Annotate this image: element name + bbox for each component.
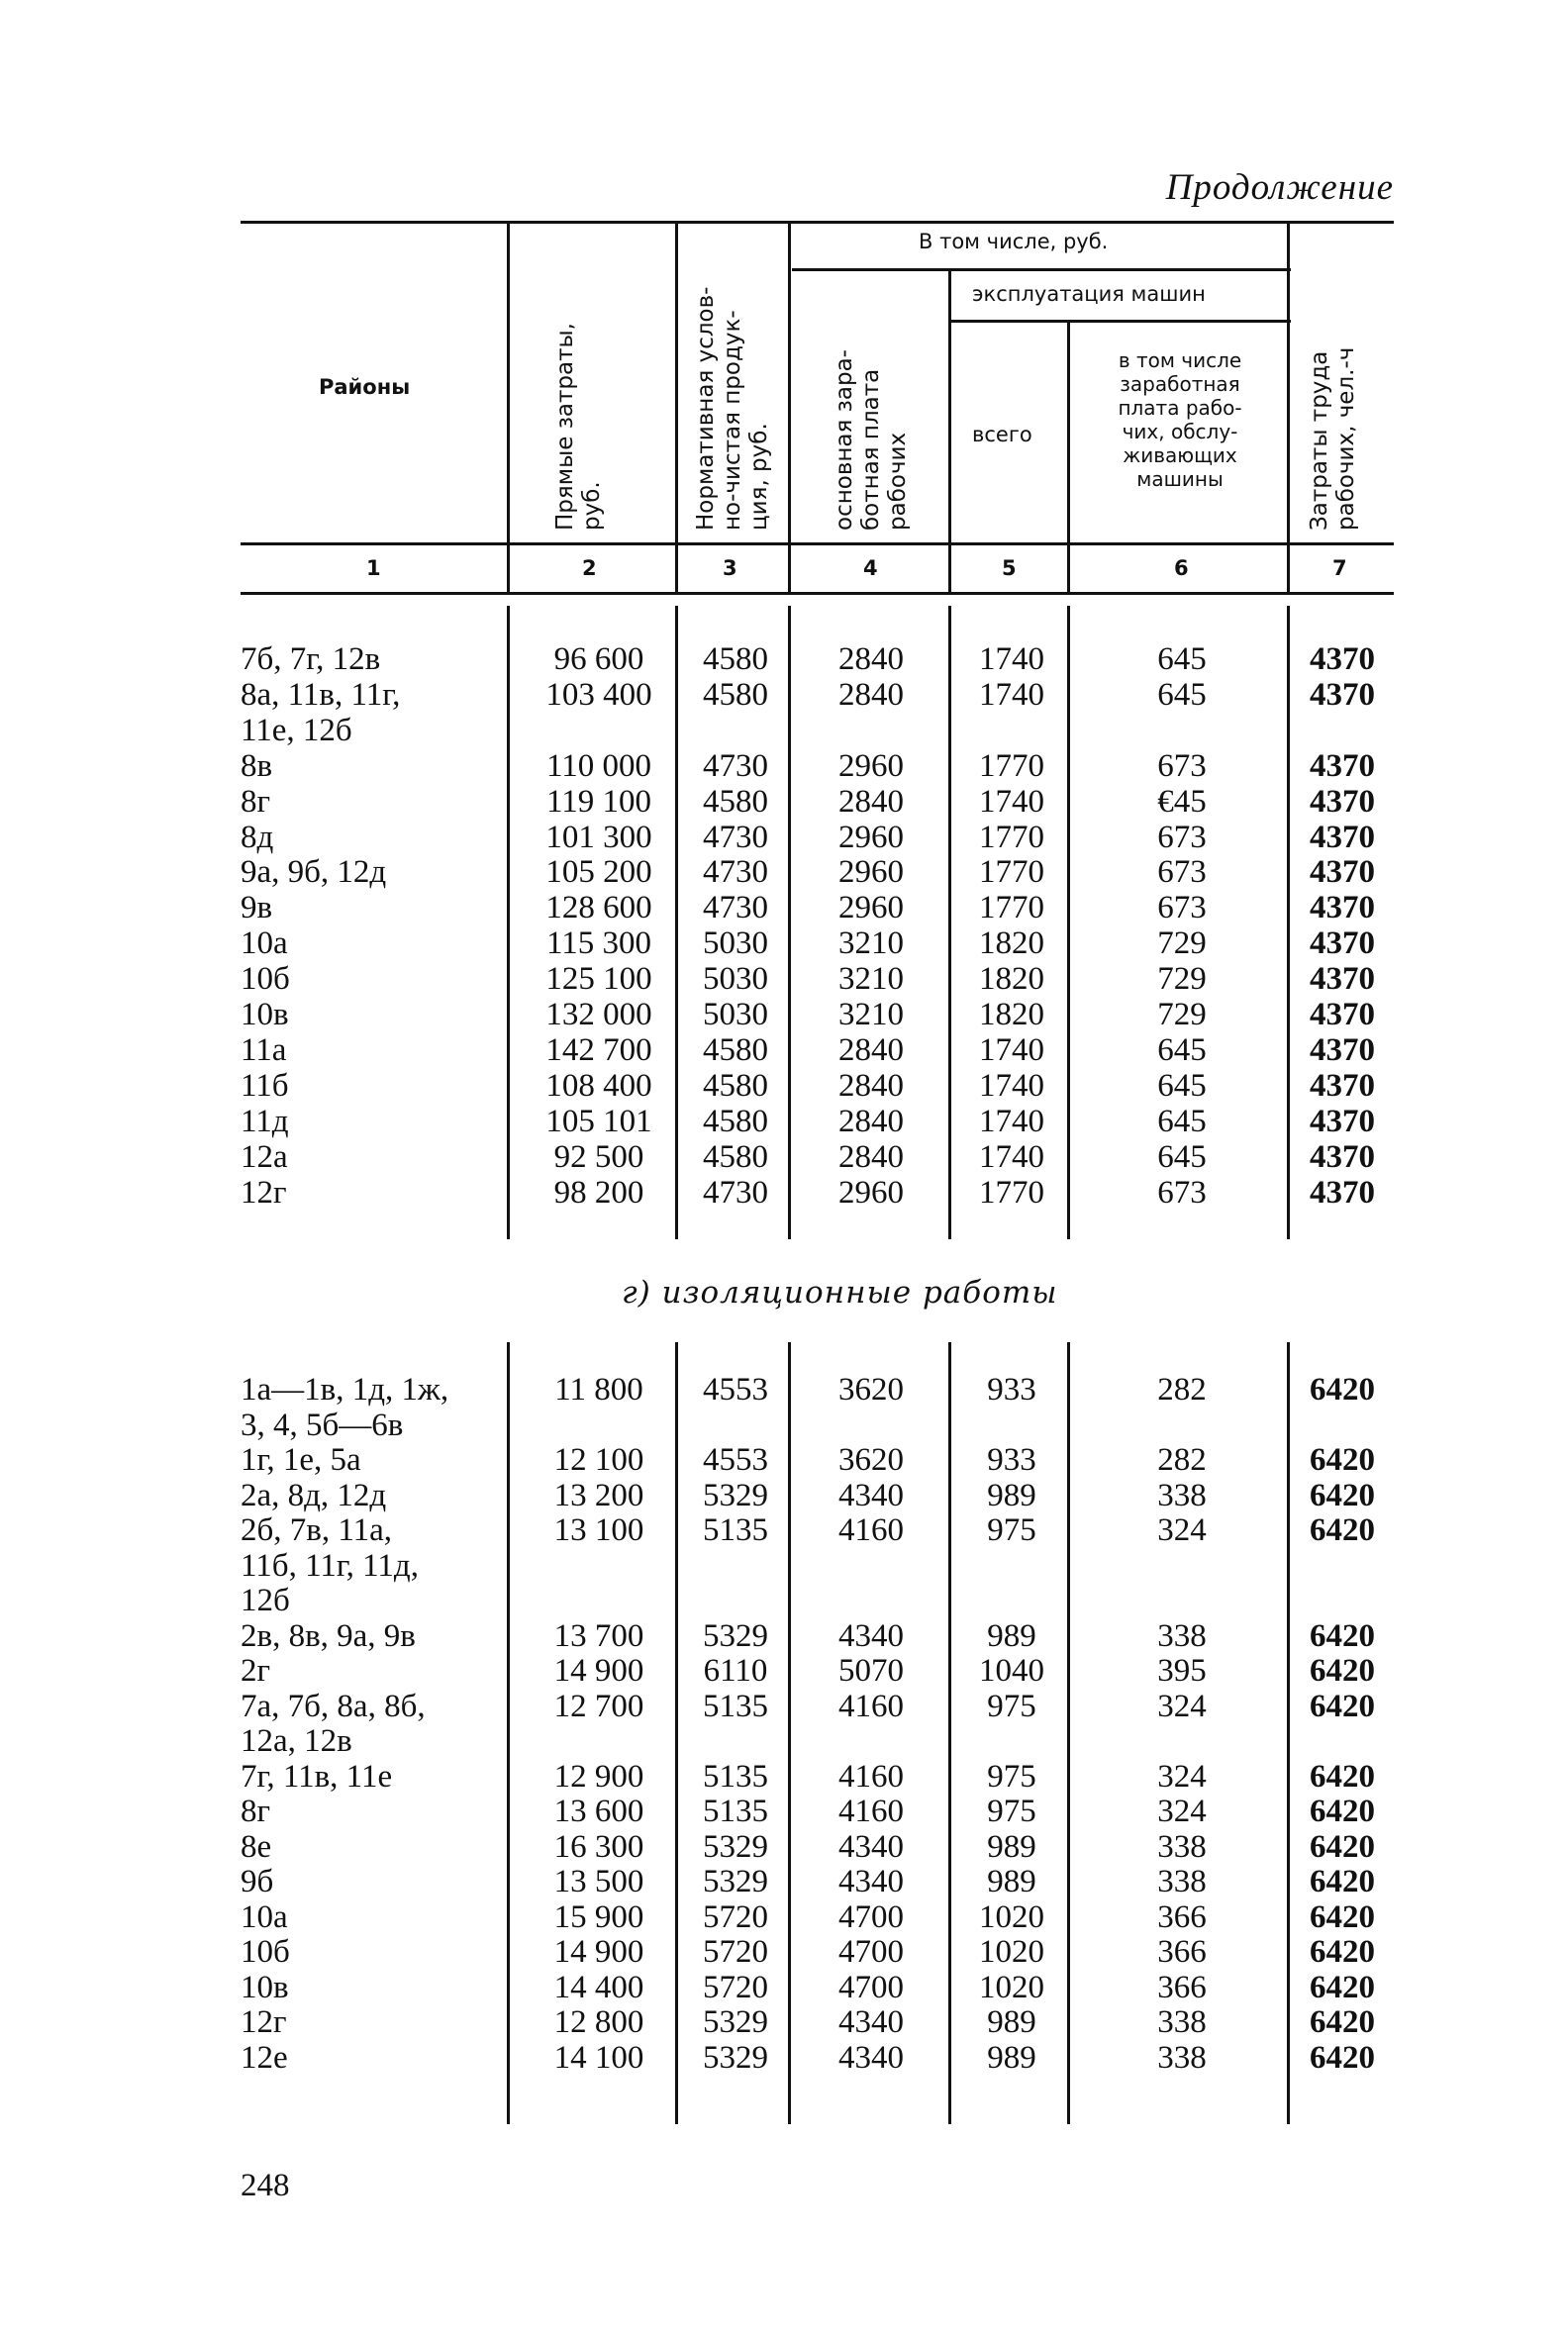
labor-cell: 6420 <box>1310 1372 1375 1408</box>
labor-cell: 4370 <box>1310 819 1375 855</box>
direct-costs-cell: 108 400 <box>545 1067 652 1104</box>
region-cell: 8г <box>241 783 271 820</box>
table-row <box>0 890 1568 925</box>
normative-cell: 5135 <box>703 1688 768 1724</box>
header-incl-wage: в том числе заработная плата рабо- чих, обслу- живающих машины <box>1118 348 1242 491</box>
base-wage-cell: 2840 <box>838 1103 904 1139</box>
table-row <box>0 1829 1568 1865</box>
direct-costs-cell: 92 500 <box>553 1138 644 1175</box>
region-cell: 11е, 12б <box>241 712 352 748</box>
table-row <box>0 1068 1568 1104</box>
machine-wage-cell: 324 <box>1157 1688 1207 1724</box>
base-wage-cell: 4340 <box>838 1617 904 1654</box>
direct-costs-cell: 14 100 <box>553 2039 644 2076</box>
region-cell: 12г <box>241 1174 287 1211</box>
base-wage-cell: 2960 <box>838 890 904 926</box>
machine-total-cell: 1740 <box>979 1031 1044 1068</box>
region-cell: 12а <box>241 1138 288 1175</box>
machine-total-cell: 1820 <box>979 925 1044 962</box>
machine-total-cell: 1740 <box>979 641 1044 677</box>
labor-cell: 6420 <box>1310 1617 1375 1654</box>
region-cell: 12е <box>241 2039 288 2076</box>
header-including: В том числе, руб. <box>919 230 1109 253</box>
region-cell: 10б <box>241 1934 290 1970</box>
machine-rule <box>950 320 1291 323</box>
base-wage-cell: 4340 <box>838 1864 904 1899</box>
region-cell: 8а, 11в, 11г, <box>241 676 401 713</box>
direct-costs-cell: 15 900 <box>553 1898 644 1935</box>
labor-cell: 4370 <box>1310 1138 1375 1175</box>
labor-cell: 4370 <box>1310 641 1375 677</box>
table-row <box>0 1970 1568 2005</box>
column-number-2: 2 <box>582 556 597 580</box>
header-total: всего <box>972 423 1032 446</box>
section-title: г) изоляционные работы <box>622 1275 1058 1311</box>
table-row <box>0 1934 1568 1970</box>
header-vrule-6 <box>1287 223 1290 592</box>
header-vrule-2 <box>675 223 678 592</box>
machine-total-cell: 1820 <box>979 961 1044 998</box>
base-wage-cell: 2840 <box>838 1031 904 1068</box>
machine-wage-cell: 338 <box>1157 1477 1207 1513</box>
machine-total-cell: 989 <box>987 2039 1036 2076</box>
direct-costs-cell: 13 700 <box>553 1617 644 1654</box>
base-wage-cell: 2840 <box>838 1138 904 1175</box>
direct-costs-cell: 96 600 <box>553 641 644 677</box>
labor-cell: 6420 <box>1310 1864 1375 1899</box>
normative-cell: 5135 <box>703 1512 768 1548</box>
machine-total-cell: 1770 <box>979 854 1044 891</box>
machine-total-cell: 1740 <box>979 1103 1044 1139</box>
machine-total-cell: 975 <box>987 1758 1036 1795</box>
direct-costs-cell: 12 900 <box>553 1758 644 1795</box>
machine-wage-cell: 366 <box>1157 1969 1207 2005</box>
normative-cell: 6110 <box>703 1653 768 1689</box>
table-row <box>0 820 1568 855</box>
base-wage-cell: 4340 <box>838 2004 904 2040</box>
direct-costs-cell: 128 600 <box>545 890 652 926</box>
table-row <box>0 1512 1568 1548</box>
table-row <box>0 677 1568 713</box>
column-number-6: 6 <box>1174 556 1189 580</box>
region-cell: 10б <box>241 961 290 998</box>
header-machine-operation: эксплуатация машин <box>972 282 1206 306</box>
labor-cell: 6420 <box>1310 2039 1375 2076</box>
direct-costs-cell: 101 300 <box>545 819 652 855</box>
machine-wage-cell: 645 <box>1157 641 1207 677</box>
machine-total-cell: 975 <box>987 1794 1036 1829</box>
normative-cell: 4730 <box>703 747 768 784</box>
region-cell: 9а, 9б, 12д <box>241 854 387 891</box>
machine-wage-cell: 324 <box>1157 1794 1207 1829</box>
labor-cell: 4370 <box>1310 1067 1375 1104</box>
region-cell: 7б, 7г, 12в <box>241 641 381 677</box>
labor-cell: 4370 <box>1310 1031 1375 1068</box>
header-vrule-1 <box>507 223 510 592</box>
machine-wage-cell: 338 <box>1157 1828 1207 1865</box>
machine-wage-cell: 673 <box>1157 854 1207 891</box>
normative-cell: 4553 <box>703 1442 768 1478</box>
direct-costs-cell: 13 100 <box>553 1512 644 1548</box>
region-cell: 10а <box>241 925 288 962</box>
machine-wage-cell: 673 <box>1157 819 1207 855</box>
region-cell: 11д <box>241 1103 289 1139</box>
region-cell: 9б <box>241 1864 274 1899</box>
labor-cell: 6420 <box>1310 1653 1375 1689</box>
table-row <box>0 1899 1568 1935</box>
machine-total-cell: 975 <box>987 1688 1036 1724</box>
table-row <box>0 641 1568 677</box>
machine-wage-cell: 729 <box>1157 997 1207 1032</box>
table-row <box>0 1372 1568 1408</box>
region-cell: 3, 4, 5б—6в <box>241 1407 404 1443</box>
normative-cell: 4553 <box>703 1372 768 1408</box>
table-row <box>0 1583 1568 1618</box>
table-row <box>0 784 1568 820</box>
machine-total-cell: 1740 <box>979 1138 1044 1175</box>
column-number-7: 7 <box>1332 556 1347 580</box>
header-top-rule <box>241 221 1394 224</box>
table-row <box>0 1408 1568 1443</box>
machine-total-cell: 1770 <box>979 747 1044 784</box>
normative-cell: 4580 <box>703 1031 768 1068</box>
table-row <box>0 748 1568 784</box>
labor-cell: 6420 <box>1310 1477 1375 1513</box>
normative-cell: 4730 <box>703 1174 768 1211</box>
machine-wage-cell: 324 <box>1157 1758 1207 1795</box>
labor-cell: 6420 <box>1310 1934 1375 1970</box>
direct-costs-cell: 132 000 <box>545 997 652 1032</box>
direct-costs-cell: 16 300 <box>553 1828 644 1865</box>
column-number-5: 5 <box>1002 556 1017 580</box>
table-row <box>0 1548 1568 1584</box>
base-wage-cell: 2960 <box>838 1174 904 1211</box>
direct-costs-cell: 11 800 <box>554 1372 643 1408</box>
table-row <box>0 1175 1568 1211</box>
direct-costs-cell: 13 500 <box>553 1864 644 1899</box>
machine-wage-cell: 729 <box>1157 961 1207 998</box>
base-wage-cell: 4700 <box>838 1934 904 1970</box>
header-base-wage: основная зара- ботная плата рабочих <box>832 349 911 531</box>
machine-total-cell: 1770 <box>979 1174 1044 1211</box>
base-wage-cell: 4160 <box>838 1688 904 1724</box>
base-wage-cell: 4340 <box>838 1828 904 1865</box>
including-rule <box>792 268 1291 271</box>
base-wage-cell: 4160 <box>838 1794 904 1829</box>
page-number: 248 <box>241 2168 290 2203</box>
labor-cell: 4370 <box>1310 854 1375 891</box>
labor-cell: 4370 <box>1310 783 1375 820</box>
base-wage-cell: 2840 <box>838 783 904 820</box>
machine-wage-cell: 366 <box>1157 1898 1207 1935</box>
machine-wage-cell: 338 <box>1157 2039 1207 2076</box>
labor-cell: 4370 <box>1310 890 1375 926</box>
machine-total-cell: 1740 <box>979 1067 1044 1104</box>
base-wage-cell: 3210 <box>838 997 904 1032</box>
labor-cell: 4370 <box>1310 925 1375 962</box>
machine-wage-cell: 645 <box>1157 1031 1207 1068</box>
region-cell: 12г <box>241 2004 287 2040</box>
direct-costs-cell: 14 900 <box>553 1934 644 1970</box>
machine-total-cell: 989 <box>987 1477 1036 1513</box>
machine-wage-cell: 673 <box>1157 1174 1207 1211</box>
base-wage-cell: 4160 <box>838 1758 904 1795</box>
normative-cell: 5329 <box>703 2039 768 2076</box>
region-cell: 7а, 7б, 8а, 8б, <box>241 1688 426 1724</box>
machine-total-cell: 1020 <box>979 1898 1044 1935</box>
machine-wage-cell: €45 <box>1157 783 1207 820</box>
base-wage-cell: 4340 <box>838 2039 904 2076</box>
machine-total-cell: 1820 <box>979 997 1044 1032</box>
base-wage-cell: 3210 <box>838 925 904 962</box>
base-wage-cell: 2960 <box>838 747 904 784</box>
direct-costs-cell: 12 700 <box>553 1688 644 1724</box>
labor-cell: 6420 <box>1310 1688 1375 1724</box>
machine-wage-cell: 282 <box>1157 1442 1207 1478</box>
normative-cell: 4580 <box>703 1138 768 1175</box>
region-cell: 2а, 8д, 12д <box>241 1477 387 1513</box>
machine-wage-cell: 645 <box>1157 1138 1207 1175</box>
colnum-bottom-rule <box>241 592 1394 595</box>
normative-cell: 5329 <box>703 2004 768 2040</box>
table-row <box>0 1618 1568 1654</box>
machine-wage-cell: 673 <box>1157 747 1207 784</box>
region-cell: 9в <box>241 890 273 926</box>
direct-costs-cell: 103 400 <box>545 676 652 713</box>
normative-cell: 5030 <box>703 961 768 998</box>
direct-costs-cell: 98 200 <box>553 1174 644 1211</box>
normative-cell: 4580 <box>703 1103 768 1139</box>
direct-costs-cell: 105 101 <box>545 1103 652 1139</box>
machine-total-cell: 989 <box>987 2004 1036 2040</box>
normative-cell: 5135 <box>703 1758 768 1795</box>
header-vrule-5 <box>1067 322 1070 592</box>
region-cell: 1а—1в, 1д, 1ж, <box>241 1372 449 1408</box>
machine-wage-cell: 366 <box>1157 1934 1207 1970</box>
machine-total-cell: 1770 <box>979 890 1044 926</box>
table-row <box>0 1478 1568 1513</box>
machine-total-cell: 933 <box>987 1442 1036 1478</box>
machine-wage-cell: 645 <box>1157 1067 1207 1104</box>
region-cell: 8г <box>241 1794 271 1829</box>
machine-total-cell: 1770 <box>979 819 1044 855</box>
machine-wage-cell: 324 <box>1157 1512 1207 1548</box>
labor-cell: 6420 <box>1310 1898 1375 1935</box>
machine-wage-cell: 673 <box>1157 890 1207 926</box>
direct-costs-cell: 105 200 <box>545 854 652 891</box>
table-row <box>0 1794 1568 1829</box>
column-number-3: 3 <box>723 556 737 580</box>
base-wage-cell: 2840 <box>838 641 904 677</box>
table-row <box>0 961 1568 997</box>
base-wage-cell: 2840 <box>838 1067 904 1104</box>
normative-cell: 4730 <box>703 819 768 855</box>
direct-costs-cell: 119 100 <box>545 783 652 820</box>
header-direct-costs: Прямые затраты, руб. <box>552 323 605 531</box>
table-row <box>0 2040 1568 2076</box>
machine-wage-cell: 645 <box>1157 1103 1207 1139</box>
region-cell: 12б <box>241 1583 290 1618</box>
base-wage-cell: 3620 <box>838 1442 904 1478</box>
direct-costs-cell: 12 800 <box>553 2004 644 2040</box>
table-row <box>0 2004 1568 2040</box>
base-wage-cell: 3210 <box>838 961 904 998</box>
table-row <box>0 1104 1568 1139</box>
header-vrule-4 <box>948 270 951 592</box>
labor-cell: 6420 <box>1310 2004 1375 2040</box>
direct-costs-cell: 142 700 <box>545 1031 652 1068</box>
normative-cell: 5030 <box>703 925 768 962</box>
machine-total-cell: 1740 <box>979 676 1044 713</box>
normative-cell: 4730 <box>703 890 768 926</box>
normative-cell: 5720 <box>703 1969 768 2005</box>
machine-total-cell: 1040 <box>979 1653 1044 1689</box>
region-cell: 8е <box>241 1828 272 1865</box>
machine-total-cell: 989 <box>987 1864 1036 1899</box>
direct-costs-cell: 14 400 <box>553 1969 644 2005</box>
region-cell: 10а <box>241 1898 288 1935</box>
labor-cell: 6420 <box>1310 1512 1375 1548</box>
region-cell: 10в <box>241 1969 289 2005</box>
region-cell: 10в <box>241 997 289 1032</box>
normative-cell: 5720 <box>703 1934 768 1970</box>
machine-total-cell: 1020 <box>979 1934 1044 1970</box>
region-cell: 8в <box>241 747 273 784</box>
table-row <box>0 1442 1568 1478</box>
labor-cell: 4370 <box>1310 1103 1375 1139</box>
header-bottom-rule <box>241 542 1394 545</box>
normative-cell: 5329 <box>703 1477 768 1513</box>
table-row <box>0 1032 1568 1068</box>
region-cell: 2г <box>241 1653 271 1689</box>
labor-cell: 6420 <box>1310 1758 1375 1795</box>
base-wage-cell: 4160 <box>838 1512 904 1548</box>
base-wage-cell: 3620 <box>838 1372 904 1408</box>
machine-wage-cell: 338 <box>1157 1617 1207 1654</box>
labor-cell: 6420 <box>1310 1969 1375 2005</box>
region-cell: 12а, 12в <box>241 1723 352 1759</box>
table-row <box>0 854 1568 890</box>
region-cell: 2в, 8в, 9а, 9в <box>241 1617 416 1654</box>
header-normative: Нормативная услов- но-чистая продук- ция, руб. <box>693 286 772 531</box>
normative-cell: 5030 <box>703 997 768 1032</box>
direct-costs-cell: 115 300 <box>545 925 652 962</box>
normative-cell: 5329 <box>703 1828 768 1865</box>
column-number-4: 4 <box>863 556 878 580</box>
table-row <box>0 1864 1568 1899</box>
region-cell: 7г, 11в, 11е <box>241 1758 393 1795</box>
table-row <box>0 713 1568 748</box>
labor-cell: 4370 <box>1310 747 1375 784</box>
table-row <box>0 1653 1568 1689</box>
continuation-label: Продолжение <box>1165 167 1394 208</box>
direct-costs-cell: 110 000 <box>545 747 652 784</box>
table-row <box>0 1723 1568 1759</box>
base-wage-cell: 4700 <box>838 1898 904 1935</box>
region-cell: 11б, 11г, 11д, <box>241 1547 419 1584</box>
normative-cell: 5135 <box>703 1794 768 1829</box>
table-row <box>0 925 1568 961</box>
labor-cell: 6420 <box>1310 1794 1375 1829</box>
normative-cell: 4580 <box>703 1067 768 1104</box>
base-wage-cell: 5070 <box>838 1653 904 1689</box>
table-row <box>0 1759 1568 1795</box>
table-row <box>0 1689 1568 1724</box>
region-cell: 1г, 1е, 5а <box>241 1442 361 1478</box>
region-cell: 8д <box>241 819 274 855</box>
header-regions: Районы <box>319 375 411 399</box>
machine-total-cell: 933 <box>987 1372 1036 1408</box>
direct-costs-cell: 13 600 <box>553 1794 644 1829</box>
machine-wage-cell: 338 <box>1157 2004 1207 2040</box>
machine-wage-cell: 338 <box>1157 1864 1207 1899</box>
machine-wage-cell: 729 <box>1157 925 1207 962</box>
table-row <box>0 997 1568 1032</box>
normative-cell: 5329 <box>703 1864 768 1899</box>
machine-wage-cell: 645 <box>1157 676 1207 713</box>
machine-total-cell: 989 <box>987 1617 1036 1654</box>
normative-cell: 4580 <box>703 641 768 677</box>
table-row <box>0 1139 1568 1175</box>
labor-cell: 4370 <box>1310 997 1375 1032</box>
column-number-1: 1 <box>366 556 381 580</box>
header-labor: Затраты труда рабочих, чел.-ч <box>1307 346 1359 531</box>
base-wage-cell: 4700 <box>838 1969 904 2005</box>
machine-total-cell: 975 <box>987 1512 1036 1548</box>
machine-total-cell: 989 <box>987 1828 1036 1865</box>
direct-costs-cell: 125 100 <box>545 961 652 998</box>
region-cell: 11б <box>241 1067 289 1104</box>
machine-wage-cell: 282 <box>1157 1372 1207 1408</box>
normative-cell: 5720 <box>703 1898 768 1935</box>
direct-costs-cell: 13 200 <box>553 1477 644 1513</box>
labor-cell: 4370 <box>1310 1174 1375 1211</box>
header-vrule-3 <box>788 223 791 592</box>
machine-wage-cell: 395 <box>1157 1653 1207 1689</box>
base-wage-cell: 2840 <box>838 676 904 713</box>
normative-cell: 4580 <box>703 783 768 820</box>
direct-costs-cell: 14 900 <box>553 1653 644 1689</box>
machine-total-cell: 1740 <box>979 783 1044 820</box>
labor-cell: 6420 <box>1310 1442 1375 1478</box>
labor-cell: 4370 <box>1310 961 1375 998</box>
direct-costs-cell: 12 100 <box>553 1442 644 1478</box>
normative-cell: 5329 <box>703 1617 768 1654</box>
region-cell: 11а <box>241 1031 287 1068</box>
normative-cell: 4730 <box>703 854 768 891</box>
base-wage-cell: 2960 <box>838 819 904 855</box>
region-cell: 2б, 7в, 11а, <box>241 1512 393 1548</box>
normative-cell: 4580 <box>703 676 768 713</box>
labor-cell: 4370 <box>1310 676 1375 713</box>
labor-cell: 6420 <box>1310 1828 1375 1865</box>
base-wage-cell: 4340 <box>838 1477 904 1513</box>
machine-total-cell: 1020 <box>979 1969 1044 2005</box>
base-wage-cell: 2960 <box>838 854 904 891</box>
